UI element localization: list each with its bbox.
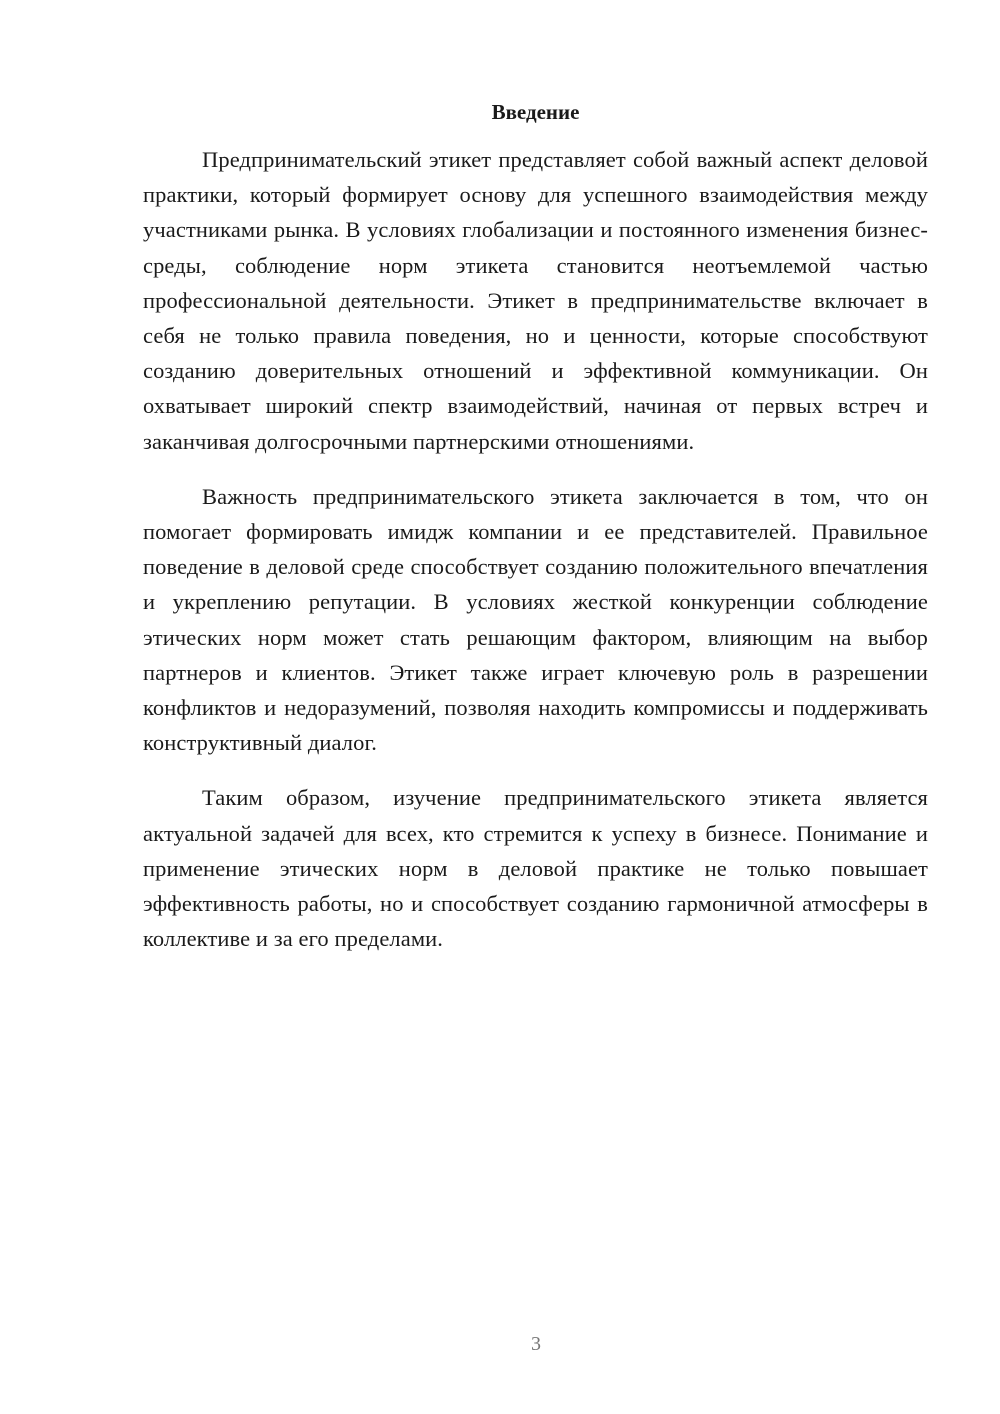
paragraph-3: Таким образом, изучение предпринимательского этикета является актуальной задачей для всех, кто стремится к успеху в бизнесе. Понимание и применение этических норм в деловой практике не только повышает эффективность работы, но и способствует созданию гармоничной атмосферы в коллективе и за его пределами. — [143, 785, 928, 952]
page-number: 3 — [531, 1333, 541, 1355]
page-title: Введение — [491, 100, 580, 124]
body-text — [143, 142, 928, 976]
paragraph-2: Важность предпринимательского этикета заключается в том, что он помогает формировать имидж компании и ее представителей. Правильное поведение в деловой среде способствует созданию положительного впечатления и укреплению репутации. В условиях жесткой конкуренции соблюдение этических норм может стать решающим фактором, влияющим на выбор партнеров и клиентов. Этикет также играет ключевую роль в разрешении конфликтов и недоразумений, позволяя находить компромиссы и поддерживать конструктивный диалог. — [143, 483, 928, 756]
paragraph-1: Предпринимательский этикет представляет собой важный аспект деловой практики, который формирует основу для успешного взаимодействия между участниками рынка. В условиях глобализации и постоянного изменения бизнес-среды, соблюдение норм этикета становится неотъемлемой частью профессиональной деятельности. Этикет в предпринимательстве включает в себя не только правила поведения, но и ценности, которые способствуют созданию доверительных отношений и эффективной коммуникации. Он охватывает широкий спектр взаимодействий, начиная от первых встреч и заканчивая долгосрочными партнерскими отношениями. — [143, 147, 928, 454]
